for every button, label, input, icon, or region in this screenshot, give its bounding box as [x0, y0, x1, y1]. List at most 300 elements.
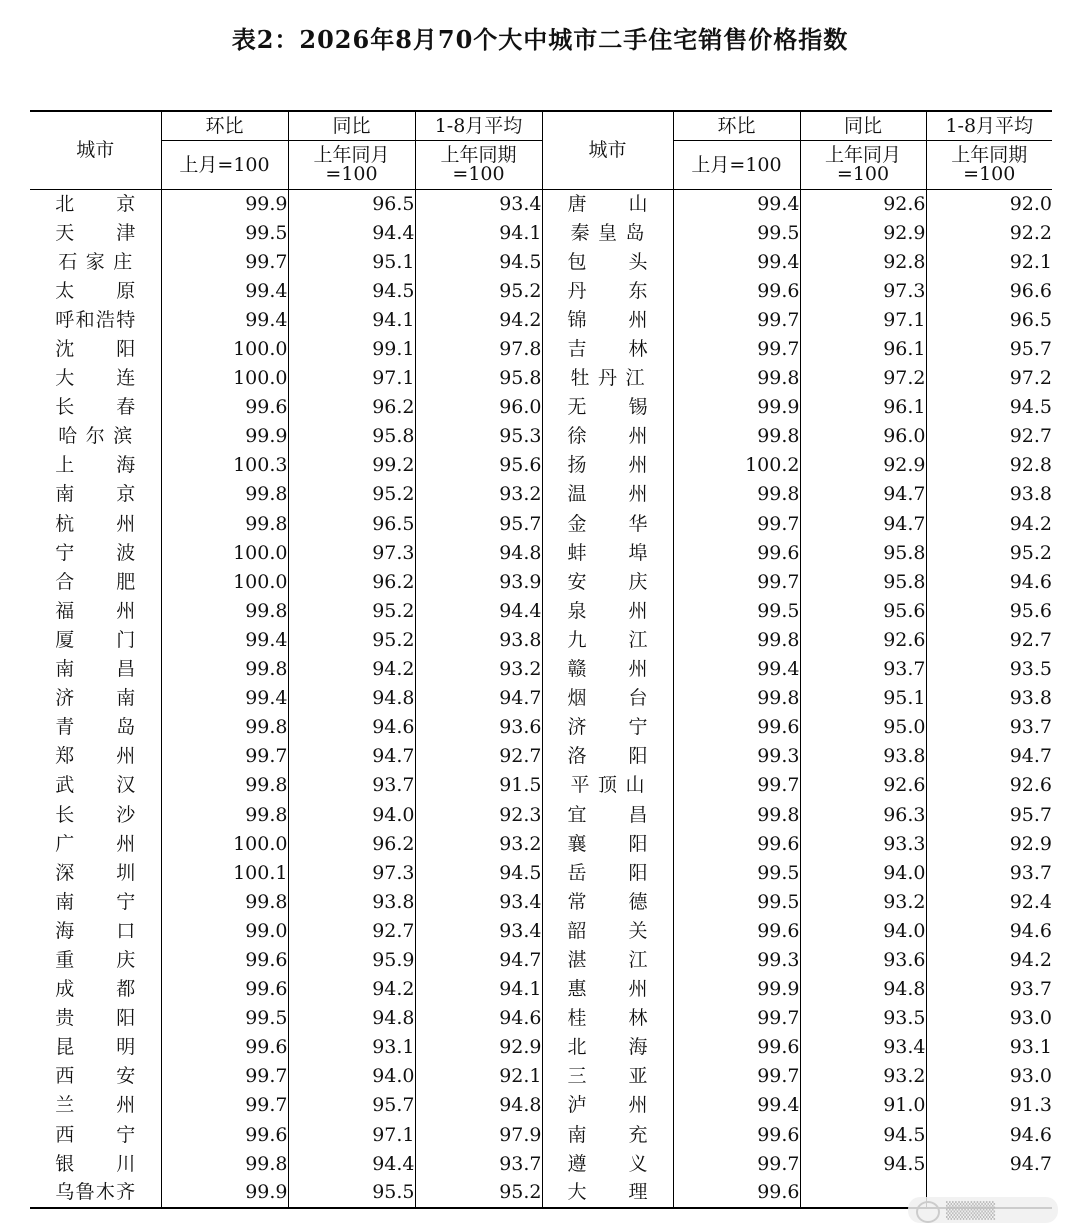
yoy-value: 94.4 — [288, 1150, 415, 1179]
avg-subheader-left: 上年同期 =100 — [415, 141, 542, 190]
city-name: 大理 — [567, 1181, 648, 1204]
city-cell — [30, 364, 161, 393]
city-cell — [542, 277, 673, 306]
mom-value: 100.0 — [161, 830, 288, 859]
avg-value: 93.2 — [415, 480, 542, 509]
table-row — [30, 975, 1052, 1004]
mom-value: 100.0 — [161, 335, 288, 364]
avg-value: 93.4 — [415, 190, 542, 219]
city-cell — [30, 859, 161, 888]
table-row — [30, 713, 1052, 742]
yoy-value: 93.7 — [288, 771, 415, 800]
mom-value: 99.6 — [161, 1121, 288, 1150]
city-name: 南京 — [55, 483, 136, 506]
city-cell — [542, 306, 673, 335]
avg-value: 92.1 — [415, 1062, 542, 1091]
city-cell — [542, 539, 673, 568]
mom-value: 99.7 — [673, 306, 800, 335]
mom-value: 99.4 — [161, 277, 288, 306]
city-name: 贵阳 — [55, 1007, 136, 1030]
avg-value: 91.5 — [415, 771, 542, 800]
mom-value: 99.9 — [161, 190, 288, 219]
yoy-subheader-right: 上年同月 =100 — [800, 141, 926, 190]
yoy-value: 94.2 — [288, 975, 415, 1004]
city-cell — [542, 219, 673, 248]
city-name: 呼和浩特 — [55, 308, 136, 331]
city-cell — [542, 1150, 673, 1179]
yoy-subheader-left: 上年同月 =100 — [288, 141, 415, 190]
yoy-value: 95.2 — [288, 626, 415, 655]
yoy-value: 94.2 — [288, 655, 415, 684]
yoy-value: 95.6 — [800, 597, 926, 626]
city-name: 宁波 — [55, 541, 136, 564]
yoy-value: 95.7 — [288, 1091, 415, 1120]
price-index-table — [30, 110, 1052, 1209]
table-row — [30, 917, 1052, 946]
mom-value: 99.6 — [673, 917, 800, 946]
yoy-value: 93.3 — [800, 830, 926, 859]
yoy-value: 94.0 — [800, 917, 926, 946]
city-cell — [542, 800, 673, 829]
mom-value: 99.3 — [673, 946, 800, 975]
yoy-value: 95.9 — [288, 946, 415, 975]
avg-header-right: 1-8月平均 — [926, 111, 1052, 141]
avg-value: 94.5 — [415, 248, 542, 277]
mom-value: 99.6 — [161, 946, 288, 975]
city-name: 烟台 — [567, 687, 648, 710]
city-cell — [542, 742, 673, 771]
mom-value: 99.7 — [673, 1004, 800, 1033]
mom-value: 100.1 — [161, 859, 288, 888]
city-name: 太原 — [55, 279, 136, 302]
avg-value: 97.2 — [926, 364, 1052, 393]
city-name: 南充 — [567, 1123, 648, 1146]
city-cell — [30, 655, 161, 684]
yoy-value: 95.1 — [800, 684, 926, 713]
city-cell — [30, 946, 161, 975]
city-cell — [542, 480, 673, 509]
avg-value: 93.5 — [926, 655, 1052, 684]
mom-value: 99.6 — [673, 539, 800, 568]
city-cell — [542, 830, 673, 859]
city-name: 长春 — [55, 396, 136, 419]
city-name: 宜昌 — [567, 803, 648, 826]
city-cell — [542, 946, 673, 975]
mom-value: 99.8 — [673, 364, 800, 393]
yoy-value: 93.8 — [800, 742, 926, 771]
yoy-header-right: 同比 — [800, 111, 926, 141]
avg-value: 93.6 — [415, 713, 542, 742]
city-cell — [542, 190, 673, 219]
yoy-value: 93.5 — [800, 1004, 926, 1033]
city-name: 湛江 — [567, 948, 648, 971]
yoy-value: 96.5 — [288, 190, 415, 219]
city-name: 海口 — [55, 919, 136, 942]
avg-value: 95.3 — [415, 422, 542, 451]
yoy-value: 92.8 — [800, 248, 926, 277]
yoy-value: 95.2 — [288, 480, 415, 509]
table-row — [30, 248, 1052, 277]
city-name: 无锡 — [567, 396, 648, 419]
city-name: 哈尔滨 — [58, 425, 133, 448]
city-cell — [30, 800, 161, 829]
city-name: 西宁 — [55, 1123, 136, 1146]
avg-value: 92.3 — [415, 800, 542, 829]
avg-value: 97.8 — [415, 335, 542, 364]
mom-subheader-left: 上月=100 — [161, 141, 288, 190]
table-row — [30, 830, 1052, 859]
mom-value: 99.5 — [161, 1004, 288, 1033]
yoy-value: 96.0 — [800, 422, 926, 451]
mom-value: 99.8 — [161, 597, 288, 626]
avg-value: 95.7 — [415, 510, 542, 539]
mom-value: 99.6 — [673, 713, 800, 742]
table-row — [30, 480, 1052, 509]
mom-value: 99.7 — [673, 1062, 800, 1091]
city-cell — [542, 1091, 673, 1120]
city-name: 吉林 — [567, 338, 648, 361]
city-cell — [30, 539, 161, 568]
yoy-value: 94.8 — [288, 684, 415, 713]
avg-value: 92.2 — [926, 219, 1052, 248]
table-row — [30, 1091, 1052, 1120]
city-name: 西安 — [55, 1065, 136, 1088]
city-name: 金华 — [567, 512, 648, 535]
yoy-value: 93.6 — [800, 946, 926, 975]
city-cell — [542, 626, 673, 655]
table-row — [30, 306, 1052, 335]
table-row — [30, 684, 1052, 713]
table-body — [30, 190, 1052, 1208]
city-cell — [30, 451, 161, 480]
table-row — [30, 219, 1052, 248]
mom-value: 99.7 — [673, 771, 800, 800]
city-cell — [30, 422, 161, 451]
mom-value: 99.6 — [161, 393, 288, 422]
avg-value: 93.7 — [415, 1150, 542, 1179]
yoy-value: 96.2 — [288, 830, 415, 859]
watermark-text: ▒▒▒▒ — [946, 1201, 996, 1220]
yoy-value: 94.7 — [800, 480, 926, 509]
mom-value: 99.6 — [161, 975, 288, 1004]
city-cell — [30, 1179, 161, 1208]
avg-value: 94.8 — [415, 1091, 542, 1120]
yoy-value: 95.2 — [288, 597, 415, 626]
mom-header-right: 环比 — [673, 111, 800, 141]
city-name: 天津 — [55, 221, 136, 244]
mom-value: 99.6 — [161, 1033, 288, 1062]
city-cell — [542, 684, 673, 713]
avg-value: 92.1 — [926, 248, 1052, 277]
mom-value: 99.9 — [673, 975, 800, 1004]
city-name: 平顶山 — [570, 774, 645, 797]
yoy-value — [800, 1179, 926, 1208]
mom-value: 99.5 — [673, 888, 800, 917]
table-row — [30, 539, 1052, 568]
city-name: 福州 — [55, 599, 136, 622]
mom-value: 99.4 — [673, 655, 800, 684]
mom-value: 100.0 — [161, 364, 288, 393]
table-row — [30, 190, 1052, 219]
avg-value: 95.6 — [415, 451, 542, 480]
mom-value: 99.4 — [161, 306, 288, 335]
mom-value: 99.7 — [161, 248, 288, 277]
yoy-value: 97.3 — [800, 277, 926, 306]
weibo-logo-icon — [916, 1201, 940, 1223]
avg-value: 92.7 — [926, 626, 1052, 655]
mom-value: 100.3 — [161, 451, 288, 480]
mom-value: 99.4 — [161, 684, 288, 713]
city-name: 广州 — [55, 832, 136, 855]
mom-value: 99.8 — [673, 626, 800, 655]
city-header-left: 城市 — [30, 111, 161, 190]
avg-value: 92.6 — [926, 771, 1052, 800]
table-row — [30, 1062, 1052, 1091]
yoy-value: 94.6 — [288, 713, 415, 742]
avg-value: 94.5 — [415, 859, 542, 888]
avg-value: 93.7 — [926, 713, 1052, 742]
avg-value: 93.0 — [926, 1004, 1052, 1033]
table-row — [30, 597, 1052, 626]
city-cell — [542, 393, 673, 422]
city-name: 兰州 — [55, 1094, 136, 1117]
table-row — [30, 1121, 1052, 1150]
yoy-value: 94.1 — [288, 306, 415, 335]
city-cell — [542, 451, 673, 480]
city-cell — [30, 190, 161, 219]
avg-value: 94.4 — [415, 597, 542, 626]
city-cell — [30, 917, 161, 946]
yoy-value: 94.5 — [800, 1150, 926, 1179]
city-name: 上海 — [55, 454, 136, 477]
avg-value: 93.2 — [415, 830, 542, 859]
avg-value: 93.4 — [415, 917, 542, 946]
city-name: 泉州 — [567, 599, 648, 622]
avg-value: 91.3 — [926, 1091, 1052, 1120]
city-cell — [542, 975, 673, 1004]
avg-value: 93.2 — [415, 655, 542, 684]
avg-value: 92.8 — [926, 451, 1052, 480]
city-name: 洛阳 — [567, 745, 648, 768]
city-name: 成都 — [55, 978, 136, 1001]
yoy-value: 94.5 — [800, 1121, 926, 1150]
table-row — [30, 800, 1052, 829]
yoy-value: 91.0 — [800, 1091, 926, 1120]
page-title: 表2：2026年8月70个大中城市二手住宅销售价格指数 — [231, 25, 849, 54]
avg-value: 92.7 — [926, 422, 1052, 451]
city-cell — [30, 975, 161, 1004]
city-name: 岳阳 — [567, 861, 648, 884]
city-name: 襄阳 — [567, 832, 648, 855]
mom-value: 99.8 — [673, 422, 800, 451]
mom-value: 99.7 — [673, 1150, 800, 1179]
mom-value: 99.6 — [673, 1121, 800, 1150]
city-name: 北京 — [55, 192, 136, 215]
city-name: 泸州 — [567, 1094, 648, 1117]
mom-value: 99.7 — [673, 510, 800, 539]
yoy-value: 96.1 — [800, 393, 926, 422]
yoy-value: 94.5 — [288, 277, 415, 306]
city-cell — [30, 742, 161, 771]
city-name: 赣州 — [567, 658, 648, 681]
mom-value: 99.9 — [161, 422, 288, 451]
city-name: 济宁 — [567, 716, 648, 739]
city-name: 包头 — [567, 250, 648, 273]
city-name: 银川 — [55, 1152, 136, 1175]
avg-value: 94.5 — [926, 393, 1052, 422]
city-name: 遵义 — [567, 1152, 648, 1175]
city-name: 南宁 — [55, 890, 136, 913]
city-name: 桂林 — [567, 1007, 648, 1030]
mom-value: 99.8 — [673, 684, 800, 713]
city-name: 长沙 — [55, 803, 136, 826]
yoy-value: 97.3 — [288, 859, 415, 888]
mom-value: 99.5 — [673, 597, 800, 626]
avg-value: 93.9 — [415, 568, 542, 597]
mom-value: 99.8 — [161, 888, 288, 917]
city-cell — [542, 859, 673, 888]
city-header-right: 城市 — [542, 111, 673, 190]
avg-value: 92.9 — [415, 1033, 542, 1062]
avg-value: 93.8 — [415, 626, 542, 655]
avg-value: 93.1 — [926, 1033, 1052, 1062]
avg-value: 94.2 — [926, 510, 1052, 539]
city-name: 蚌埠 — [567, 541, 648, 564]
table-row — [30, 364, 1052, 393]
mom-value: 99.7 — [673, 335, 800, 364]
mom-value: 99.3 — [673, 742, 800, 771]
avg-value: 95.2 — [926, 539, 1052, 568]
city-name: 安庆 — [567, 570, 648, 593]
city-name: 济南 — [55, 687, 136, 710]
yoy-value: 94.4 — [288, 219, 415, 248]
avg-value: 93.7 — [926, 975, 1052, 1004]
city-cell — [30, 277, 161, 306]
yoy-value: 93.1 — [288, 1033, 415, 1062]
table-row — [30, 277, 1052, 306]
city-cell — [542, 1004, 673, 1033]
city-name: 合肥 — [55, 570, 136, 593]
city-cell — [30, 888, 161, 917]
city-cell — [542, 510, 673, 539]
table-row — [30, 568, 1052, 597]
mom-value: 100.0 — [161, 539, 288, 568]
city-cell — [542, 422, 673, 451]
mom-value: 99.5 — [673, 859, 800, 888]
city-cell — [30, 306, 161, 335]
city-cell — [542, 597, 673, 626]
table-row — [30, 1033, 1052, 1062]
city-cell — [30, 684, 161, 713]
city-name: 丹东 — [567, 279, 648, 302]
city-cell — [542, 335, 673, 364]
mom-value: 99.7 — [161, 1062, 288, 1091]
yoy-value: 97.1 — [288, 1121, 415, 1150]
avg-value: 94.2 — [415, 306, 542, 335]
avg-value: 92.7 — [415, 742, 542, 771]
city-name: 常德 — [567, 890, 648, 913]
table-row — [30, 771, 1052, 800]
yoy-value: 93.2 — [800, 1062, 926, 1091]
yoy-value: 92.6 — [800, 190, 926, 219]
city-cell — [30, 1062, 161, 1091]
avg-value: 93.4 — [415, 888, 542, 917]
yoy-value: 96.2 — [288, 393, 415, 422]
yoy-value: 95.8 — [288, 422, 415, 451]
yoy-value: 96.3 — [800, 800, 926, 829]
city-cell — [30, 771, 161, 800]
city-name: 锦州 — [567, 308, 648, 331]
city-name: 厦门 — [55, 628, 136, 651]
city-name: 秦皇岛 — [570, 221, 645, 244]
city-cell — [30, 248, 161, 277]
yoy-value: 92.9 — [800, 219, 926, 248]
avg-value: 95.2 — [415, 277, 542, 306]
yoy-value: 97.2 — [800, 364, 926, 393]
city-name: 惠州 — [567, 978, 648, 1001]
avg-value: 93.8 — [926, 684, 1052, 713]
yoy-value: 93.2 — [800, 888, 926, 917]
yoy-value: 95.5 — [288, 1179, 415, 1208]
avg-value: 92.4 — [926, 888, 1052, 917]
mom-value: 99.6 — [673, 277, 800, 306]
city-cell — [30, 568, 161, 597]
city-cell — [542, 1121, 673, 1150]
yoy-header-left: 同比 — [288, 111, 415, 141]
avg-value: 92.0 — [926, 190, 1052, 219]
mom-value: 99.6 — [673, 1179, 800, 1208]
city-name: 韶关 — [567, 919, 648, 942]
table-row — [30, 422, 1052, 451]
avg-value: 95.7 — [926, 800, 1052, 829]
yoy-value: 96.2 — [288, 568, 415, 597]
mom-value: 99.8 — [161, 655, 288, 684]
avg-value: 93.7 — [926, 859, 1052, 888]
avg-value: 94.8 — [415, 539, 542, 568]
avg-value: 94.2 — [926, 946, 1052, 975]
yoy-value: 96.5 — [288, 510, 415, 539]
yoy-value: 95.1 — [288, 248, 415, 277]
mom-value: 99.8 — [161, 771, 288, 800]
yoy-value: 97.3 — [288, 539, 415, 568]
city-cell — [542, 771, 673, 800]
city-cell — [30, 1150, 161, 1179]
avg-value: 94.6 — [415, 1004, 542, 1033]
mom-value: 99.8 — [161, 480, 288, 509]
mom-value: 99.8 — [161, 713, 288, 742]
yoy-value: 94.7 — [800, 510, 926, 539]
mom-value: 99.5 — [161, 219, 288, 248]
mom-value: 99.7 — [673, 568, 800, 597]
avg-value: 95.8 — [415, 364, 542, 393]
city-cell — [30, 1033, 161, 1062]
city-name: 三亚 — [567, 1065, 648, 1088]
mom-value: 100.2 — [673, 451, 800, 480]
mom-value: 99.8 — [161, 1150, 288, 1179]
mom-value: 99.9 — [161, 1179, 288, 1208]
mom-value: 99.6 — [673, 1033, 800, 1062]
avg-value: 95.6 — [926, 597, 1052, 626]
city-cell — [30, 1004, 161, 1033]
yoy-value: 92.7 — [288, 917, 415, 946]
city-cell — [30, 597, 161, 626]
yoy-value: 95.8 — [800, 539, 926, 568]
avg-value: 95.7 — [926, 335, 1052, 364]
yoy-value: 99.1 — [288, 335, 415, 364]
city-name: 扬州 — [567, 454, 648, 477]
city-cell — [30, 713, 161, 742]
yoy-value: 94.7 — [288, 742, 415, 771]
